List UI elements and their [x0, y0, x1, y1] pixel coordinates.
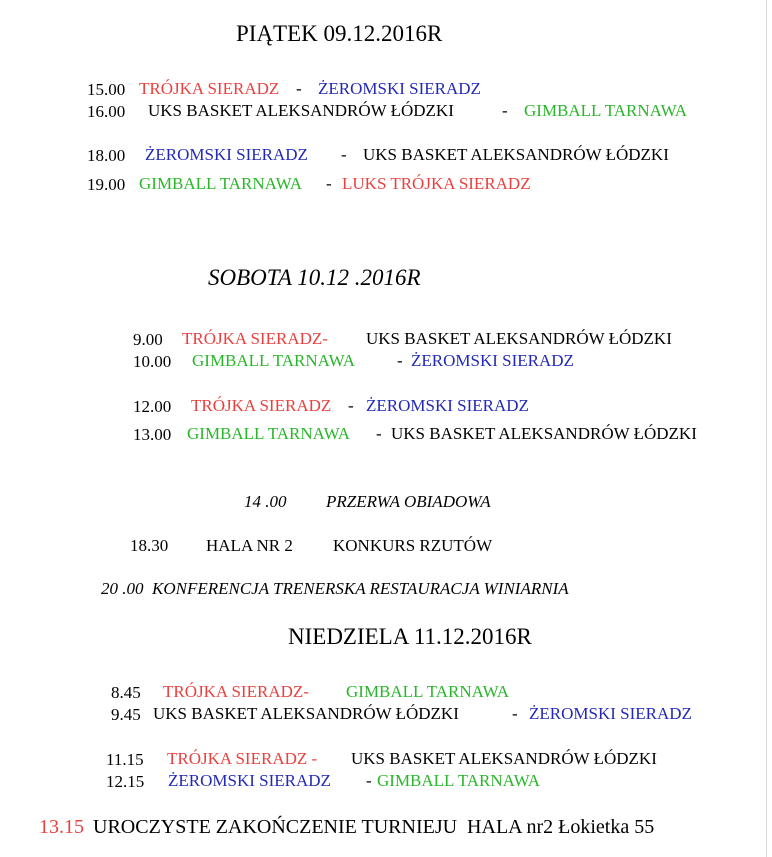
- sunday-match-4-time: 12.15: [106, 772, 145, 791]
- sunday-match-2-team-b: ŻEROMSKI SIERADZ: [529, 704, 692, 723]
- closing-ceremony-label: UROCZYSTE ZAKOŃCZENIE TURNIEJU HALA nr2 Łokietka 55: [93, 816, 655, 838]
- sunday-heading: NIEDZIELA 11.12.2016R: [288, 624, 532, 649]
- sunday-match-3-team-b: UKS BASKET ALEKSANDRÓW ŁÓDZKI: [351, 749, 657, 768]
- friday-match-3-team-b: UKS BASKET ALEKSANDRÓW ŁÓDZKI: [363, 145, 669, 164]
- saturday-match-1-team-a: TRÓJKA SIERADZ-: [182, 329, 328, 348]
- friday-heading: PIĄTEK 09.12.2016R: [236, 21, 443, 46]
- sunday-match-4-team-a: ŻEROMSKI SIERADZ: [168, 771, 331, 790]
- closing-ceremony-time: 13.15: [39, 816, 84, 838]
- friday-match-4-sep: -: [326, 174, 332, 193]
- friday-match-1-time: 15.00: [87, 80, 126, 99]
- friday-match-4-team-b: LUKS TRÓJKA SIERADZ: [342, 174, 531, 193]
- sunday-match-3-team-a: TRÓJKA SIERADZ -: [167, 749, 318, 768]
- saturday-match-4-team-a: GIMBALL TARNAWA: [187, 424, 351, 443]
- friday-match-3-team-a: ŻEROMSKI SIERADZ: [145, 145, 308, 164]
- sunday-match-2-time: 9.45: [111, 705, 141, 724]
- friday-match-4-time: 19.00: [87, 175, 126, 194]
- saturday-match-4-time: 13.00: [133, 425, 172, 444]
- friday-match-1-team-b: ŻEROMSKI SIERADZ: [318, 79, 481, 98]
- contest-hall: HALA NR 2: [206, 536, 293, 555]
- lunch-break-label: PRZERWA OBIADOWA: [326, 492, 491, 511]
- contest-time: 18.30: [130, 536, 169, 555]
- coaches-conference: 20 .00 KONFERENCJA TRENERSKA RESTAURACJA WINIARNIA: [101, 579, 569, 598]
- friday-match-1-sep: -: [296, 79, 302, 98]
- saturday-match-3-sep: -: [348, 396, 354, 415]
- lunch-time: 14 .00: [244, 492, 287, 511]
- saturday-match-3-team-b: ŻEROMSKI SIERADZ: [366, 396, 529, 415]
- friday-match-2-team-a: UKS BASKET ALEKSANDRÓW ŁÓDZKI: [148, 101, 454, 120]
- saturday-match-4-team-b: UKS BASKET ALEKSANDRÓW ŁÓDZKI: [391, 424, 697, 443]
- friday-match-3-time: 18.00: [87, 146, 126, 165]
- saturday-match-1-team-b: UKS BASKET ALEKSANDRÓW ŁÓDZKI: [366, 329, 672, 348]
- contest-label: KONKURS RZUTÓW: [333, 536, 493, 555]
- sunday-match-2-team-a: UKS BASKET ALEKSANDRÓW ŁÓDZKI: [153, 704, 459, 723]
- friday-match-2-sep: -: [502, 101, 508, 120]
- saturday-match-3-team-a: TRÓJKA SIERADZ: [191, 396, 332, 415]
- sunday-match-2-sep: -: [512, 704, 518, 723]
- saturday-match-3-time: 12.00: [133, 397, 172, 416]
- friday-match-4-team-a: GIMBALL TARNAWA: [139, 174, 303, 193]
- saturday-match-2-team-a: GIMBALL TARNAWA: [192, 351, 356, 370]
- saturday-match-2-time: 10.00: [133, 352, 172, 371]
- sunday-match-1-time: 8.45: [111, 683, 141, 702]
- friday-match-3-sep: -: [341, 145, 347, 164]
- sunday-match-4-team-b: GIMBALL TARNAWA: [377, 771, 541, 790]
- saturday-match-2-sep: -: [397, 351, 403, 370]
- sunday-match-1-team-a: TRÓJKA SIERADZ-: [163, 682, 309, 701]
- sunday-match-4-sep: -: [366, 771, 372, 790]
- saturday-match-2-team-b: ŻEROMSKI SIERADZ: [411, 351, 574, 370]
- sunday-match-1-team-b: GIMBALL TARNAWA: [346, 682, 510, 701]
- friday-match-1-team-a: TRÓJKA SIERADZ: [139, 79, 280, 98]
- saturday-heading: SOBOTA 10.12 .2016R: [208, 265, 421, 290]
- page-edge-line: [766, 0, 767, 857]
- friday-match-2-time: 16.00: [87, 102, 126, 121]
- saturday-match-4-sep: -: [376, 424, 382, 443]
- saturday-match-1-time: 9.00: [133, 330, 163, 349]
- friday-match-2-team-b: GIMBALL TARNAWA: [524, 101, 688, 120]
- sunday-match-3-time: 11.15: [106, 750, 144, 769]
